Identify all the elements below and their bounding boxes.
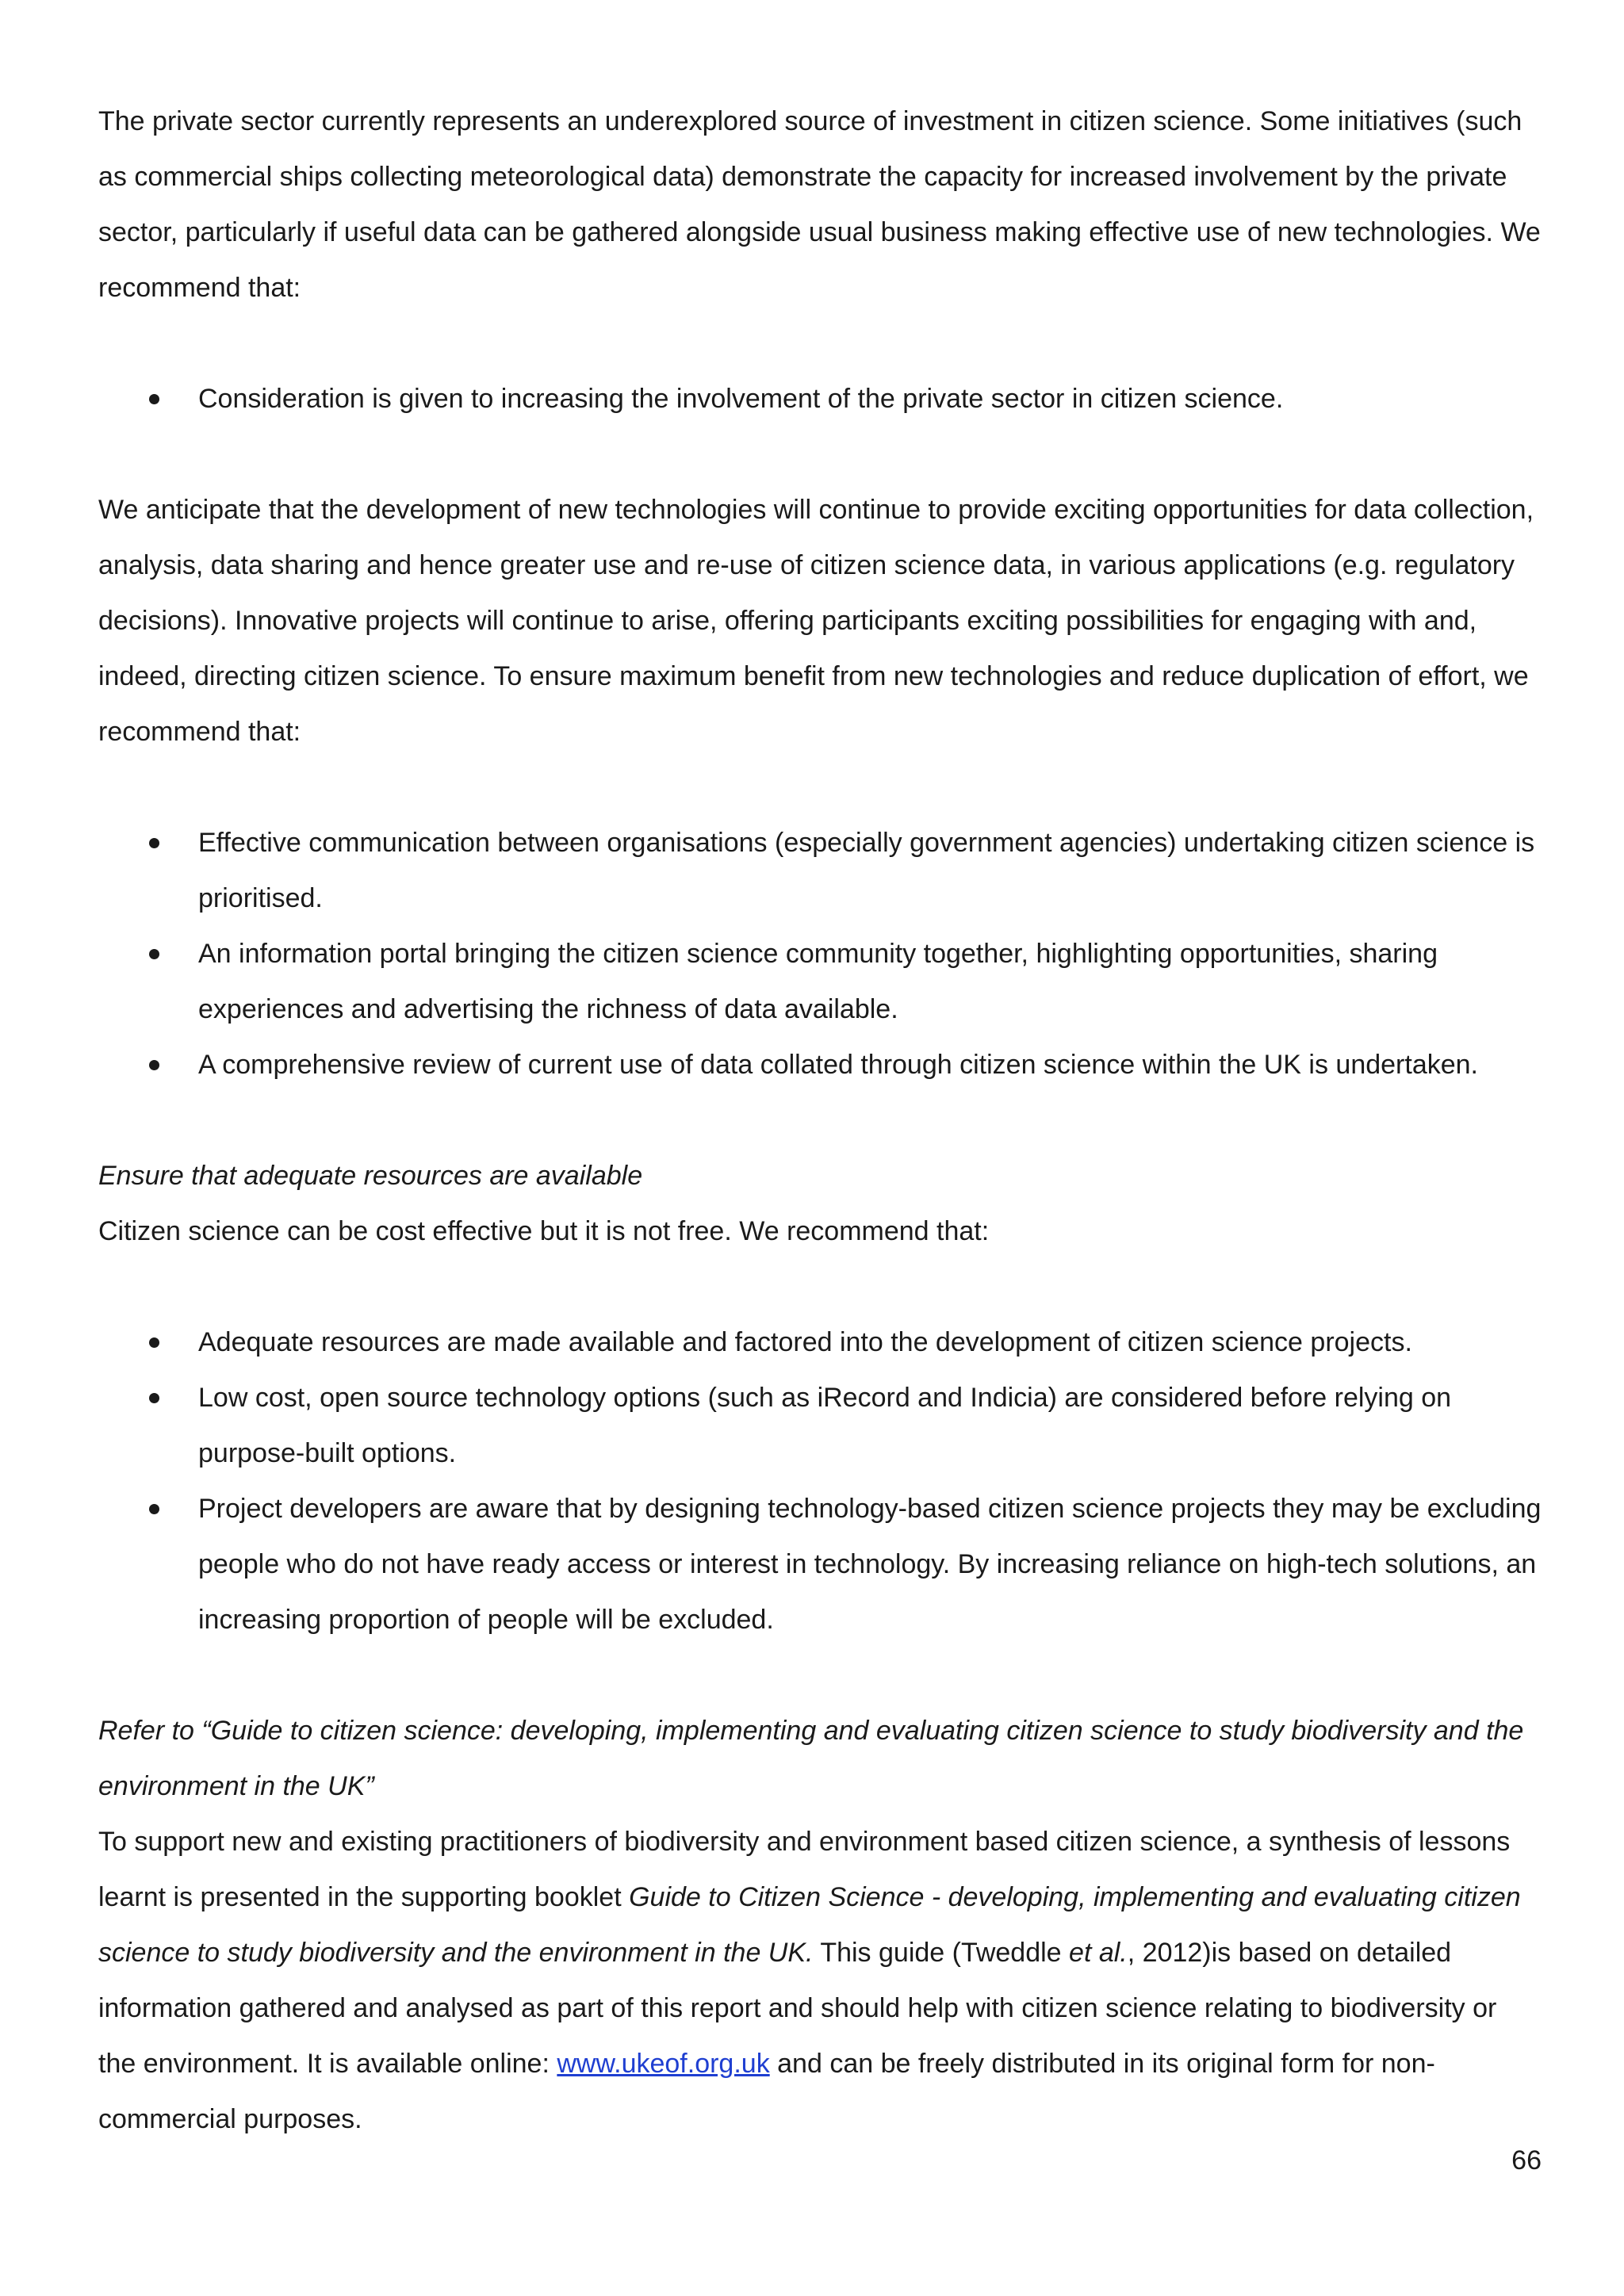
list-item: Low cost, open source technology options (such as iRecord and Indicia) are considered before relying on purpose-built options. bbox=[98, 1370, 1542, 1481]
recommendation-list-resources bbox=[98, 1314, 1542, 1647]
guide-text-part3: , 2012)is based on detailed information gathered and analysed as part of this report and should help with citizen science relating to biodiversity or the environment. It is available online: bbox=[98, 1938, 1497, 2079]
spacer bbox=[98, 1259, 1542, 1314]
paragraph-guide bbox=[98, 1814, 1542, 2147]
list-item: An information portal bringing the citizen science community together, highlighting opportunities, sharing experiences and advertising the richness of data available. bbox=[98, 926, 1542, 1037]
list-item: Project developers are aware that by designing technology-based citizen science projects they may be excluding people who do not have ready access or interest in technology. By increasing reliance on high-tech solutions, an increasing proportion of people will be excluded. bbox=[98, 1481, 1542, 1647]
booklet-title: Guide to Citizen Science - developing, implementing and evaluating citizen science to study biodiversity and the environment in the UK. bbox=[98, 1882, 1521, 1968]
paragraph-new-technologies: We anticipate that the development of new technologies will continue to provide exciting opportunities for data collection, analysis, data sharing and hence greater use and re-use of citizen science data, in various applications (e.g. regulatory decisions). Innovative projects will continue to arise, offering participants exciting possibilities for engaging with and, indeed, directing citizen science. To ensure maximum benefit from new technologies and reduce duplication of effort, we recommend that: bbox=[98, 495, 1534, 747]
paragraph-private-sector: The private sector currently represents an underexplored source of investment in citizen science. Some initiatives (such as commercial ships collecting meteorological data) demonstrate the capacity for increased involvement by the private sector, particularly if useful data can be gathered alongside usual business making effective use of new technologies. We recommend that: bbox=[98, 106, 1541, 303]
et-al: et al. bbox=[1069, 1938, 1128, 1968]
spacer bbox=[98, 427, 1542, 482]
page-number: 66 bbox=[1511, 2145, 1542, 2175]
section-heading-guide: Refer to “Guide to citizen science: developing, implementing and evaluating citizen science to study biodiversity and the environment in the UK” bbox=[98, 1716, 1524, 1801]
spacer bbox=[98, 1647, 1542, 1703]
guide-text-part4: and can be freely distributed in its original form for non-commercial purposes. bbox=[98, 2049, 1435, 2134]
list-item: Adequate resources are made available and factored into the development of citizen science projects. bbox=[98, 1314, 1542, 1370]
guide-text-part1: To support new and existing practitioners of biodiversity and environment based citizen science, a synthesis of lessons learnt is presented in the supporting booklet bbox=[98, 1827, 1511, 1912]
list-item: Consideration is given to increasing the involvement of the private sector in citizen science. bbox=[98, 371, 1542, 427]
spacer bbox=[98, 760, 1542, 815]
list-item: Effective communication between organisations (especially government agencies) undertaking citizen science is prioritised. bbox=[98, 815, 1542, 926]
document-body bbox=[98, 94, 1542, 2147]
spacer bbox=[98, 1093, 1542, 1148]
paragraph-cost: Citizen science can be cost effective but it is not free. We recommend that: bbox=[98, 1216, 990, 1246]
list-item: A comprehensive review of current use of data collated through citizen science within the UK is undertaken. bbox=[98, 1037, 1542, 1093]
ukeof-link[interactable]: www.ukeof.org.uk bbox=[557, 2049, 770, 2079]
recommendation-list-technologies bbox=[98, 815, 1542, 1093]
guide-text-part2: This guide (Tweddle bbox=[813, 1938, 1070, 1968]
recommendation-list-private-sector bbox=[98, 371, 1542, 427]
spacer bbox=[98, 316, 1542, 371]
section-heading-resources: Ensure that adequate resources are available bbox=[98, 1161, 643, 1191]
